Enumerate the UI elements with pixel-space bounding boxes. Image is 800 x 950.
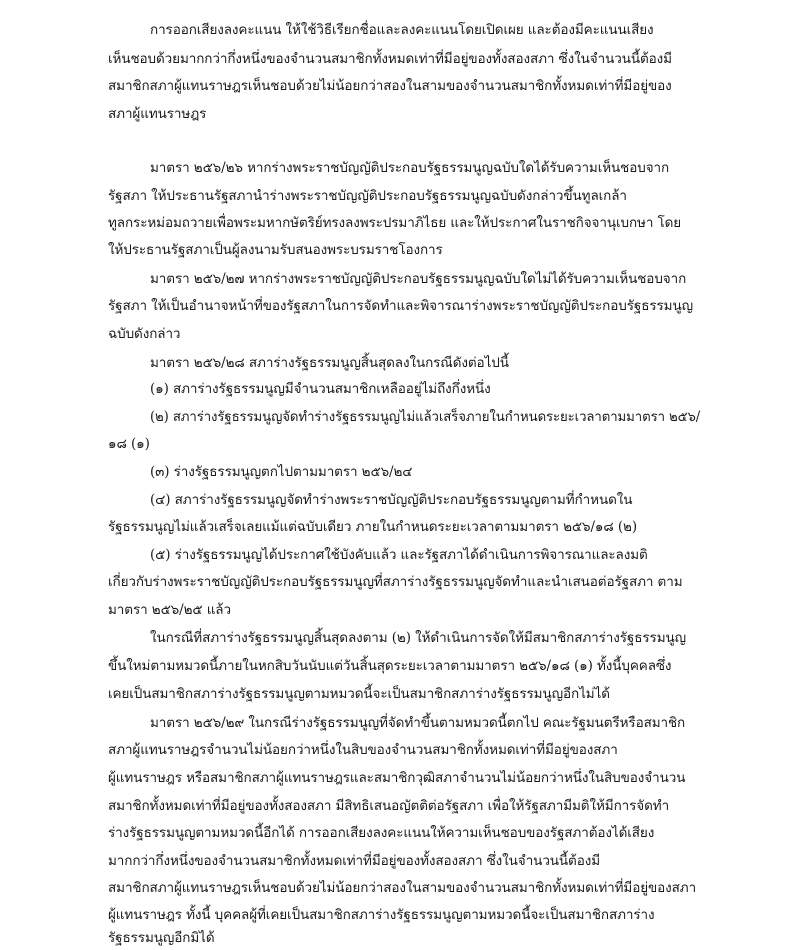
text-line: สภาผู้แทนราษฎร — [108, 106, 207, 122]
text-line: (๓) ร่างรัฐธรรมนูญตกไปตามมาตรา ๒๕๖/๒๔ — [150, 464, 413, 480]
text-line: สมาชิกสภาผู้แทนราษฎรเห็นชอบด้วยไม่น้อยกว่าสองในสามของจำนวนสมาชิกทั้งหมดเท่าที่มีอยู่ของ — [108, 78, 672, 94]
text-line: มาตรา ๒๕๖/๒๕ แล้ว — [108, 602, 231, 618]
text-line: สมาชิกทั้งหมดเท่าที่มีอยู่ของทั้งสองสภา มีสิทธิเสนอญัตติต่อรัฐสภา เพื่อให้รัฐสภามีมติให้มีการจัดทำ — [108, 798, 670, 814]
text-line: เคยเป็นสมาชิกสภาร่างรัฐธรรมนูญตามหมวดนี้จะเป็นสมาชิกสภาร่างรัฐธรรมนูญอีกไม่ได้ — [108, 686, 610, 702]
text-line: สมาชิกสภาผู้แทนราษฎรเห็นชอบด้วยไม่น้อยกว่าสองในสามของจำนวนสมาชิกทั้งหมดเท่าที่มีอยู่ของสภา — [108, 880, 697, 896]
text-line: เกี่ยวกับร่างพระราชบัญญัติประกอบรัฐธรรมนูญที่สภาร่างรัฐธรรมนูญจัดทำและนำเสนอต่อรัฐสภา ตาม — [108, 574, 683, 590]
text-line: (๒) สภาร่างรัฐธรรมนูญจัดทำร่างรัฐธรรมนูญไม่แล้วเสร็จภายในกำหนดระยะเวลาตามมาตรา ๒๕๖/ — [150, 409, 701, 425]
text-line: ขึ้นใหม่ตามหมวดนี้ภายในหกสิบวันนับแต่วันสิ้นสุดระยะเวลาตามมาตรา ๒๕๖/๑๘ (๑) ทั้งนี้บุคคลซึ่ง — [108, 658, 672, 674]
text-line: มาตรา ๒๕๖/๒๘ สภาร่างรัฐธรรมนูญสิ้นสุดลงในกรณีดังต่อไปนี้ — [150, 355, 509, 371]
text-line: ฉบับดังกล่าว — [108, 326, 181, 342]
text-line: (๑) สภาร่างรัฐธรรมนูญมีจำนวนสมาชิกเหลืออยู่ไม่ถึงกึ่งหนึ่ง — [150, 381, 491, 397]
text-line: ร่างรัฐธรรมนูญตามหมวดนี้อีกได้ การออกเสียงลงคะแนนให้ความเห็นชอบของรัฐสภาต้องได้เสียง — [108, 825, 655, 841]
text-line: รัฐสภา ให้เป็นอำนาจหน้าที่ของรัฐสภาในการจัดทำและพิจารณาร่างพระราชบัญญัติประกอบรัฐธรรมนูญ — [108, 298, 693, 314]
text-line: การออกเสียงลงคะแนน ให้ใช้วิธีเรียกชื่อและลงคะแนนโดยเปิดเผย และต้องมีคะแนนเสียง — [150, 22, 654, 38]
text-line: เห็นชอบด้วยมากกว่ากึ่งหนึ่งของจำนวนสมาชิกทั้งหมดเท่าที่มีอยู่ของทั้งสองสภา ซึ่งในจำนวนนี้ต้องมี — [108, 51, 672, 67]
text-line: (๔) สภาร่างรัฐธรรมนูญจัดทำร่างพระราชบัญญัติประกอบรัฐธรรมนูญตามที่กำหนดใน — [150, 492, 633, 508]
text-line: ผู้แทนราษฎร หรือสมาชิกสภาผู้แทนราษฎรและสมาชิกวุฒิสภาจำนวนไม่น้อยกว่าหนึ่งในสิบของจำนวน — [108, 770, 686, 786]
text-line: (๕) ร่างรัฐธรรมนูญได้ประกาศใช้บังคับแล้ว และรัฐสภาได้ดำเนินการพิจารณาและลงมติ — [150, 547, 648, 563]
text-line: รัฐสภา ให้ประธานรัฐสภานำร่างพระราชบัญญัติประกอบรัฐธรรมนูญฉบับดังกล่าวขึ้นทูลเกล้า — [108, 188, 627, 204]
text-line: มาตรา ๒๕๖/๒๖ หากร่างพระราชบัญญัติประกอบรัฐธรรมนูญฉบับใดได้รับความเห็นชอบจาก — [150, 160, 670, 176]
text-line: ให้ประธานรัฐสภาเป็นผู้ลงนามรับสนองพระบรมราชโองการ — [108, 242, 443, 258]
text-line: รัฐธรรมนูญอีกมิได้ — [108, 930, 215, 946]
text-line: มาตรา ๒๕๖/๒๗ หากร่างพระราชบัญญัติประกอบรัฐธรรมนูญฉบับใดไม่ได้รับความเห็นชอบจาก — [150, 271, 687, 287]
text-line: ๑๘ (๑) — [108, 436, 150, 452]
text-line: ในกรณีที่สภาร่างรัฐธรรมนูญสิ้นสุดลงตาม (๒) ให้ดำเนินการจัดให้มีสมาชิกสภาร่างรัฐธรรมนูญ — [150, 630, 687, 646]
text-line: ผู้แทนราษฎร ทั้งนี้ บุคคลผู้ที่เคยเป็นสมาชิกสภาร่างรัฐธรรมนูญตามหมวดนี้จะเป็นสมาชิกสภาร่าง — [108, 907, 655, 923]
text-line: มาตรา ๒๕๖/๒๙ ในกรณีร่างรัฐธรรมนูญที่จัดทำขึ้นตามหมวดนี้ตกไป คณะรัฐมนตรีหรือสมาชิก — [150, 715, 686, 731]
text-line: สภาผู้แทนราษฎรจำนวนไม่น้อยกว่าหนึ่งในสิบของจำนวนสมาชิกทั้งหมดเท่าที่มีอยู่ของสภา — [108, 742, 618, 758]
text-line: มากกว่ากึ่งหนึ่งของจำนวนสมาชิกทั้งหมดเท่าที่มีอยู่ของทั้งสองสภา ซึ่งในจำนวนนี้ต้องมี — [108, 853, 601, 869]
text-line: รัฐธรรมนูญไม่แล้วเสร็จเลยแม้แต่ฉบับเดียว ภายในกำหนดระยะเวลาตามมาตรา ๒๕๖/๑๘ (๒) — [108, 519, 638, 535]
text-line: ทูลกระหม่อมถวายเพื่อพระมหากษัตริย์ทรงลงพระปรมาภิไธย และให้ประกาศในราชกิจจานุเบกษา โดย — [108, 215, 682, 231]
